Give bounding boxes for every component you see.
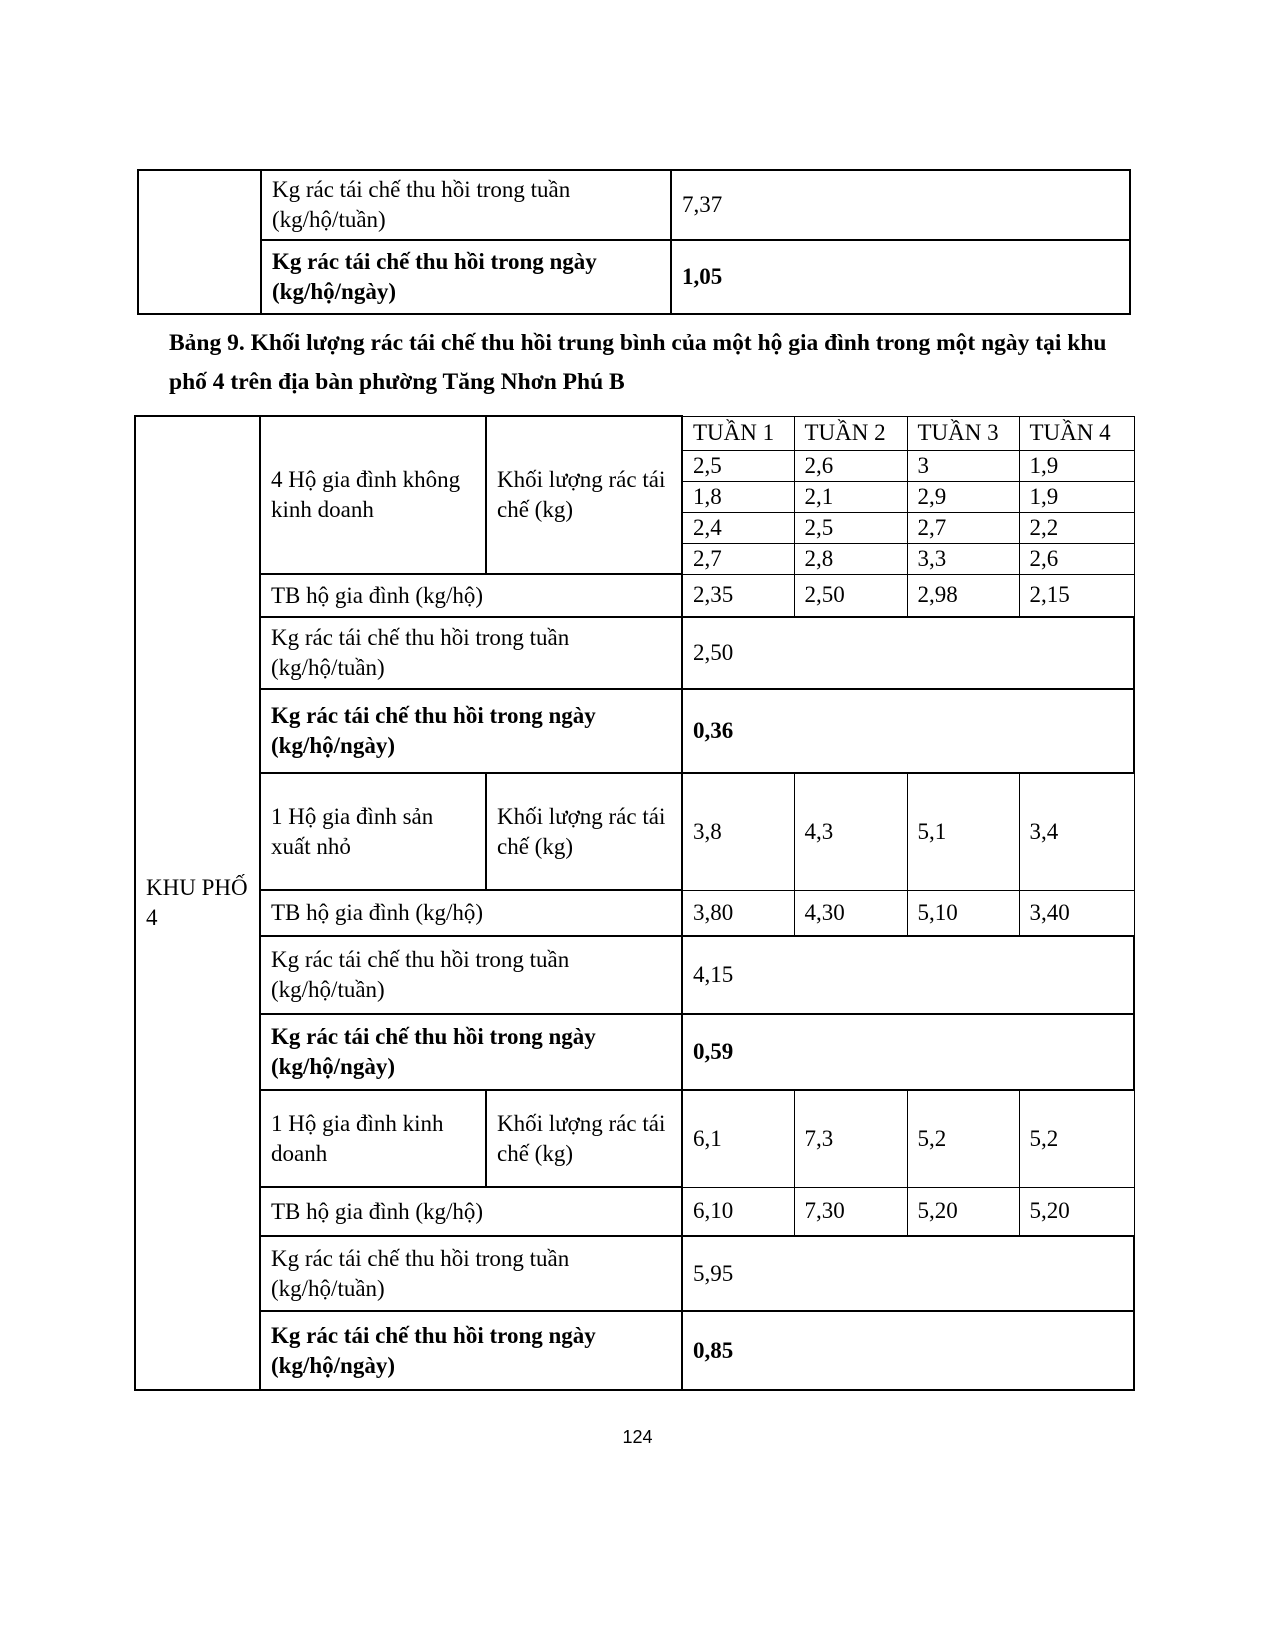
empty-area-cell	[138, 170, 261, 314]
week-header-4: TUẦN 4	[1019, 416, 1134, 450]
area-cell: KHU PHỐ 4	[135, 416, 260, 1390]
sample-cell: 3,4	[1019, 773, 1134, 890]
daily-value: 0,85	[682, 1311, 1134, 1390]
sample-cell: 2,6	[794, 450, 907, 481]
sample-cell: 5,1	[907, 773, 1019, 890]
avg-cell: 2,15	[1019, 574, 1134, 617]
sample-cell: 2,8	[794, 543, 907, 574]
weekly-value: 4,15	[682, 936, 1134, 1014]
sample-cell: 2,7	[907, 512, 1019, 543]
avg-cell: 3,40	[1019, 890, 1134, 936]
weekly-value: 5,95	[682, 1236, 1134, 1311]
week-header-3: TUẦN 3	[907, 416, 1019, 450]
sample-cell: 2,9	[907, 481, 1019, 512]
sample-cell: 1,8	[682, 481, 794, 512]
avg-cell: 2,35	[682, 574, 794, 617]
daily-value: 0,59	[682, 1014, 1134, 1090]
measure-label: Khối lượng rác tái chế (kg)	[486, 1090, 682, 1187]
avg-cell: 5,20	[907, 1187, 1019, 1236]
avg-label: TB hộ gia đình (kg/hộ)	[260, 574, 682, 617]
household-type: 4 Hộ gia đình không kinh doanh	[260, 416, 486, 574]
avg-cell: 2,50	[794, 574, 907, 617]
household-type: 1 Hộ gia đình kinh doanh	[260, 1090, 486, 1187]
avg-cell: 3,80	[682, 890, 794, 936]
sample-cell: 1,9	[1019, 450, 1134, 481]
household-type: 1 Hộ gia đình sản xuất nhỏ	[260, 773, 486, 890]
sample-cell: 4,3	[794, 773, 907, 890]
avg-cell: 4,30	[794, 890, 907, 936]
avg-cell: 5,10	[907, 890, 1019, 936]
measure-label: Khối lượng rác tái chế (kg)	[486, 773, 682, 890]
previous-table-continuation	[137, 169, 1131, 315]
daily-label: Kg rác tái chế thu hồi trong ngày (kg/hộ/ngày)	[260, 1014, 682, 1090]
avg-cell: 2,98	[907, 574, 1019, 617]
weekly-label: Kg rác tái chế thu hồi trong tuần (kg/hộ/tuần)	[260, 936, 682, 1014]
sample-cell: 3,3	[907, 543, 1019, 574]
weekly-label: Kg rác tái chế thu hồi trong tuần (kg/hộ/tuần)	[261, 170, 671, 240]
week-header-2: TUẦN 2	[794, 416, 907, 450]
page-number: 124	[622, 1427, 653, 1447]
sample-cell: 6,1	[682, 1090, 794, 1187]
avg-cell: 5,20	[1019, 1187, 1134, 1236]
daily-value: 0,36	[682, 689, 1134, 773]
sample-cell: 2,5	[794, 512, 907, 543]
daily-value: 1,05	[671, 240, 1130, 314]
sample-cell: 3	[907, 450, 1019, 481]
daily-label: Kg rác tái chế thu hồi trong ngày (kg/hộ/ngày)	[260, 689, 682, 773]
week-header-1: TUẦN 1	[682, 416, 794, 450]
daily-label: Kg rác tái chế thu hồi trong ngày (kg/hộ/ngày)	[260, 1311, 682, 1390]
sample-cell: 2,2	[1019, 512, 1134, 543]
weekly-label: Kg rác tái chế thu hồi trong tuần (kg/hộ/tuần)	[260, 617, 682, 689]
weekly-value: 2,50	[682, 617, 1134, 689]
sample-cell: 1,9	[1019, 481, 1134, 512]
avg-label: TB hộ gia đình (kg/hộ)	[260, 890, 682, 936]
sample-cell: 2,6	[1019, 543, 1134, 574]
sample-cell: 5,2	[907, 1090, 1019, 1187]
sample-cell: 2,1	[794, 481, 907, 512]
avg-cell: 6,10	[682, 1187, 794, 1236]
sample-cell: 7,3	[794, 1090, 907, 1187]
measure-label: Khối lượng rác tái chế (kg)	[486, 416, 682, 574]
table-9	[134, 415, 1135, 1391]
sample-cell: 2,5	[682, 450, 794, 481]
weekly-label: Kg rác tái chế thu hồi trong tuần (kg/hộ/tuần)	[260, 1236, 682, 1311]
sample-cell: 3,8	[682, 773, 794, 890]
sample-cell: 2,7	[682, 543, 794, 574]
daily-label: Kg rác tái chế thu hồi trong ngày (kg/hộ/ngày)	[261, 240, 671, 314]
sample-cell: 2,4	[682, 512, 794, 543]
weekly-value: 7,37	[671, 170, 1130, 240]
sample-cell: 5,2	[1019, 1090, 1134, 1187]
table-caption: Bảng 9. Khối lượng rác tái chế thu hồi trung bình của một hộ gia đình trong một ngày tại khu phố 4 trên địa bàn phường Tăng Nhơn Phú B	[169, 330, 1107, 395]
avg-cell: 7,30	[794, 1187, 907, 1236]
avg-label: TB hộ gia đình (kg/hộ)	[260, 1187, 682, 1236]
